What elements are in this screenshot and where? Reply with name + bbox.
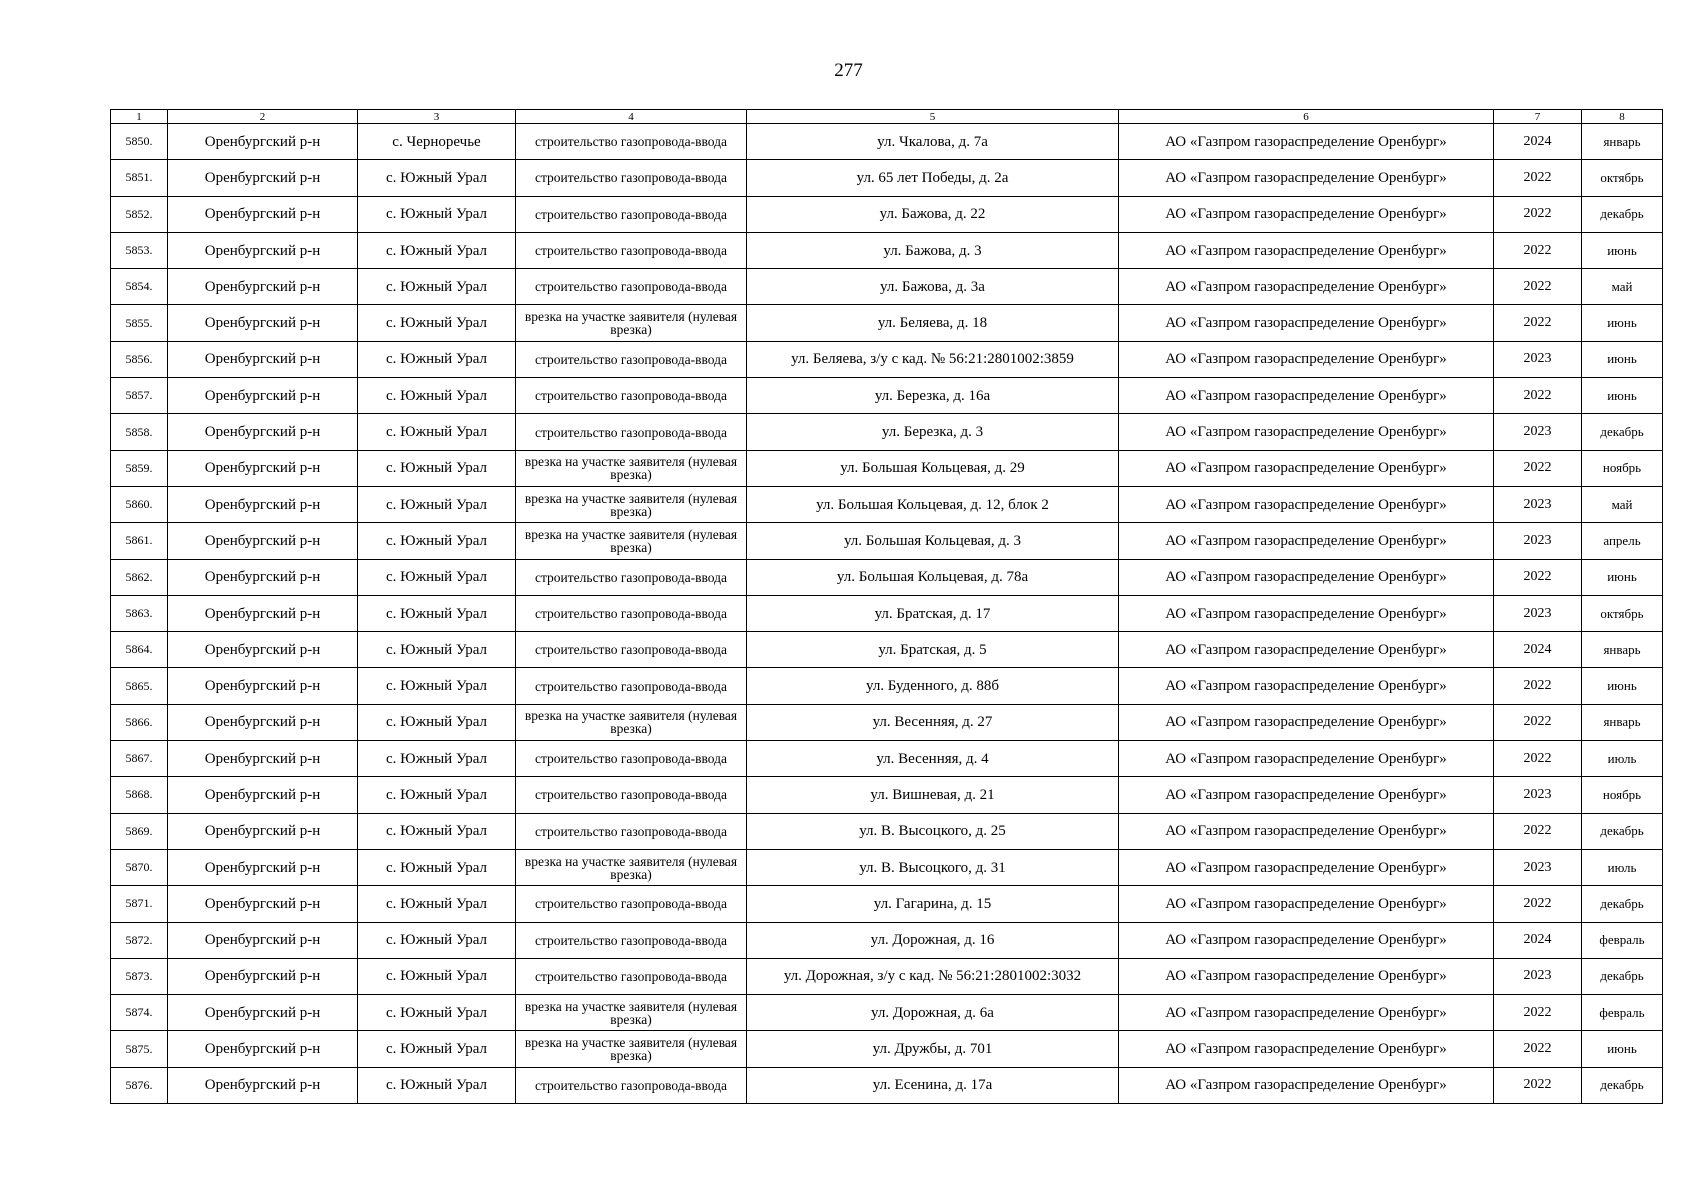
work-type-cell: врезка на участке заявителя (нулевая врезка)	[516, 849, 747, 885]
address-cell: ул. Дорожная, д. 16	[747, 922, 1119, 958]
organization-cell: АО «Газпром газораспределение Оренбург»	[1119, 886, 1494, 922]
district-cell: Оренбургский р-н	[168, 486, 358, 522]
row-number: 5870.	[111, 849, 168, 885]
row-number: 5860.	[111, 486, 168, 522]
work-type-cell: строительство газопровода-ввода	[516, 958, 747, 994]
address-cell: ул. Большая Кольцевая, д. 12, блок 2	[747, 486, 1119, 522]
table-row	[111, 196, 1663, 232]
column-number-header-row	[111, 110, 1663, 124]
row-number: 5850.	[111, 124, 168, 160]
month-cell: декабрь	[1582, 414, 1663, 450]
organization-cell: АО «Газпром газораспределение Оренбург»	[1119, 741, 1494, 777]
year-cell: 2022	[1494, 196, 1582, 232]
organization-cell: АО «Газпром газораспределение Оренбург»	[1119, 1067, 1494, 1103]
address-cell: ул. Братская, д. 5	[747, 632, 1119, 668]
settlement-cell: с. Южный Урал	[358, 886, 516, 922]
address-cell: ул. Есенина, д. 17а	[747, 1067, 1119, 1103]
month-cell: июнь	[1582, 305, 1663, 341]
year-cell: 2023	[1494, 486, 1582, 522]
month-cell: июнь	[1582, 378, 1663, 414]
table-row	[111, 124, 1663, 160]
organization-cell: АО «Газпром газораспределение Оренбург»	[1119, 378, 1494, 414]
address-cell: ул. Братская, д. 17	[747, 595, 1119, 631]
table-row	[111, 450, 1663, 486]
settlement-cell: с. Южный Урал	[358, 196, 516, 232]
table-row	[111, 849, 1663, 885]
table-row	[111, 813, 1663, 849]
column-header: 5	[747, 110, 1119, 124]
settlement-cell: с. Южный Урал	[358, 341, 516, 377]
work-type-cell: строительство газопровода-ввода	[516, 886, 747, 922]
work-type-cell: строительство газопровода-ввода	[516, 196, 747, 232]
work-type-cell: строительство газопровода-ввода	[516, 124, 747, 160]
column-header: 1	[111, 110, 168, 124]
table-row	[111, 523, 1663, 559]
settlement-cell: с. Южный Урал	[358, 741, 516, 777]
settlement-cell: с. Южный Урал	[358, 486, 516, 522]
row-number: 5876.	[111, 1067, 168, 1103]
work-type-cell: строительство газопровода-ввода	[516, 632, 747, 668]
row-number: 5856.	[111, 341, 168, 377]
year-cell: 2022	[1494, 704, 1582, 740]
column-header: 2	[168, 110, 358, 124]
month-cell: декабрь	[1582, 813, 1663, 849]
month-cell: январь	[1582, 632, 1663, 668]
settlement-cell: с. Южный Урал	[358, 995, 516, 1031]
table-row	[111, 1067, 1663, 1103]
district-cell: Оренбургский р-н	[168, 958, 358, 994]
year-cell: 2023	[1494, 341, 1582, 377]
month-cell: июнь	[1582, 1031, 1663, 1067]
address-cell: ул. 65 лет Победы, д. 2а	[747, 160, 1119, 196]
column-header: 4	[516, 110, 747, 124]
organization-cell: АО «Газпром газораспределение Оренбург»	[1119, 813, 1494, 849]
year-cell: 2023	[1494, 523, 1582, 559]
row-number: 5853.	[111, 232, 168, 268]
work-type-cell: врезка на участке заявителя (нулевая врезка)	[516, 450, 747, 486]
settlement-cell: с. Южный Урал	[358, 232, 516, 268]
address-cell: ул. Березка, д. 16а	[747, 378, 1119, 414]
work-type-cell: строительство газопровода-ввода	[516, 341, 747, 377]
organization-cell: АО «Газпром газораспределение Оренбург»	[1119, 995, 1494, 1031]
table-row	[111, 632, 1663, 668]
work-type-cell: врезка на участке заявителя (нулевая врезка)	[516, 1031, 747, 1067]
row-number: 5857.	[111, 378, 168, 414]
table-row	[111, 595, 1663, 631]
address-cell: ул. Дружбы, д. 701	[747, 1031, 1119, 1067]
month-cell: ноябрь	[1582, 450, 1663, 486]
table-row	[111, 668, 1663, 704]
address-cell: ул. Буденного, д. 88б	[747, 668, 1119, 704]
settlement-cell: с. Южный Урал	[358, 559, 516, 595]
district-cell: Оренбургский р-н	[168, 995, 358, 1031]
district-cell: Оренбургский р-н	[168, 160, 358, 196]
organization-cell: АО «Газпром газораспределение Оренбург»	[1119, 486, 1494, 522]
work-type-cell: строительство газопровода-ввода	[516, 813, 747, 849]
address-cell: ул. Дорожная, д. 6а	[747, 995, 1119, 1031]
row-number: 5874.	[111, 995, 168, 1031]
table-row	[111, 414, 1663, 450]
work-type-cell: строительство газопровода-ввода	[516, 559, 747, 595]
page-number: 277	[834, 60, 863, 81]
address-cell: ул. Березка, д. 3	[747, 414, 1119, 450]
district-cell: Оренбургский р-н	[168, 378, 358, 414]
work-type-cell: строительство газопровода-ввода	[516, 777, 747, 813]
settlement-cell: с. Южный Урал	[358, 305, 516, 341]
work-type-cell: врезка на участке заявителя (нулевая врезка)	[516, 305, 747, 341]
district-cell: Оренбургский р-н	[168, 813, 358, 849]
column-header: 8	[1582, 110, 1663, 124]
district-cell: Оренбургский р-н	[168, 269, 358, 305]
work-type-cell: строительство газопровода-ввода	[516, 922, 747, 958]
address-cell: ул. Беляева, з/у с кад. № 56:21:2801002:3859	[747, 341, 1119, 377]
table-row	[111, 486, 1663, 522]
year-cell: 2023	[1494, 414, 1582, 450]
address-cell: ул. Весенняя, д. 27	[747, 704, 1119, 740]
table-body	[111, 124, 1663, 1104]
year-cell: 2022	[1494, 378, 1582, 414]
year-cell: 2022	[1494, 813, 1582, 849]
row-number: 5864.	[111, 632, 168, 668]
settlement-cell: с. Южный Урал	[358, 849, 516, 885]
year-cell: 2023	[1494, 958, 1582, 994]
month-cell: ноябрь	[1582, 777, 1663, 813]
settlement-cell: с. Южный Урал	[358, 668, 516, 704]
district-cell: Оренбургский р-н	[168, 886, 358, 922]
district-cell: Оренбургский р-н	[168, 668, 358, 704]
column-header: 6	[1119, 110, 1494, 124]
district-cell: Оренбургский р-н	[168, 777, 358, 813]
settlement-cell: с. Южный Урал	[358, 922, 516, 958]
month-cell: декабрь	[1582, 886, 1663, 922]
year-cell: 2022	[1494, 559, 1582, 595]
address-cell: ул. Вишневая, д. 21	[747, 777, 1119, 813]
district-cell: Оренбургский р-н	[168, 1067, 358, 1103]
month-cell: декабрь	[1582, 196, 1663, 232]
work-type-cell: строительство газопровода-ввода	[516, 595, 747, 631]
organization-cell: АО «Газпром газораспределение Оренбург»	[1119, 232, 1494, 268]
month-cell: январь	[1582, 124, 1663, 160]
year-cell: 2022	[1494, 668, 1582, 704]
district-cell: Оренбургский р-н	[168, 1031, 358, 1067]
row-number: 5852.	[111, 196, 168, 232]
organization-cell: АО «Газпром газораспределение Оренбург»	[1119, 196, 1494, 232]
work-type-cell: строительство газопровода-ввода	[516, 741, 747, 777]
year-cell: 2023	[1494, 777, 1582, 813]
row-number: 5855.	[111, 305, 168, 341]
year-cell: 2022	[1494, 1067, 1582, 1103]
table-row	[111, 886, 1663, 922]
year-cell: 2023	[1494, 849, 1582, 885]
year-cell: 2024	[1494, 632, 1582, 668]
organization-cell: АО «Газпром газораспределение Оренбург»	[1119, 1031, 1494, 1067]
year-cell: 2024	[1494, 922, 1582, 958]
organization-cell: АО «Газпром газораспределение Оренбург»	[1119, 849, 1494, 885]
table-row	[111, 232, 1663, 268]
year-cell: 2023	[1494, 595, 1582, 631]
settlement-cell: с. Южный Урал	[358, 523, 516, 559]
settlement-cell: с. Южный Урал	[358, 378, 516, 414]
row-number: 5862.	[111, 559, 168, 595]
address-cell: ул. В. Высоцкого, д. 25	[747, 813, 1119, 849]
district-cell: Оренбургский р-н	[168, 450, 358, 486]
address-cell: ул. Бажова, д. 3а	[747, 269, 1119, 305]
year-cell: 2022	[1494, 269, 1582, 305]
table-row	[111, 305, 1663, 341]
district-cell: Оренбургский р-н	[168, 523, 358, 559]
table-row	[111, 922, 1663, 958]
district-cell: Оренбургский р-н	[168, 232, 358, 268]
address-cell: ул. Дорожная, з/у с кад. № 56:21:2801002:3032	[747, 958, 1119, 994]
row-number: 5867.	[111, 741, 168, 777]
organization-cell: АО «Газпром газораспределение Оренбург»	[1119, 559, 1494, 595]
year-cell: 2022	[1494, 450, 1582, 486]
work-type-cell: строительство газопровода-ввода	[516, 378, 747, 414]
month-cell: октябрь	[1582, 595, 1663, 631]
month-cell: июнь	[1582, 559, 1663, 595]
district-cell: Оренбургский р-н	[168, 559, 358, 595]
address-cell: ул. Бажова, д. 22	[747, 196, 1119, 232]
organization-cell: АО «Газпром газораспределение Оренбург»	[1119, 305, 1494, 341]
settlement-cell: с. Южный Урал	[358, 1067, 516, 1103]
row-number: 5866.	[111, 704, 168, 740]
settlement-cell: с. Южный Урал	[358, 704, 516, 740]
district-cell: Оренбургский р-н	[168, 704, 358, 740]
district-cell: Оренбургский р-н	[168, 849, 358, 885]
organization-cell: АО «Газпром газораспределение Оренбург»	[1119, 668, 1494, 704]
table-row	[111, 995, 1663, 1031]
row-number: 5873.	[111, 958, 168, 994]
settlement-cell: с. Южный Урал	[358, 414, 516, 450]
month-cell: апрель	[1582, 523, 1663, 559]
row-number: 5869.	[111, 813, 168, 849]
month-cell: декабрь	[1582, 1067, 1663, 1103]
work-type-cell: строительство газопровода-ввода	[516, 269, 747, 305]
row-number: 5865.	[111, 668, 168, 704]
table-row	[111, 777, 1663, 813]
organization-cell: АО «Газпром газораспределение Оренбург»	[1119, 160, 1494, 196]
month-cell: июнь	[1582, 341, 1663, 377]
table-row	[111, 958, 1663, 994]
row-number: 5861.	[111, 523, 168, 559]
year-cell: 2024	[1494, 124, 1582, 160]
settlement-cell: с. Черноречье	[358, 124, 516, 160]
row-number: 5858.	[111, 414, 168, 450]
district-cell: Оренбургский р-н	[168, 341, 358, 377]
district-cell: Оренбургский р-н	[168, 414, 358, 450]
organization-cell: АО «Газпром газораспределение Оренбург»	[1119, 958, 1494, 994]
table-row	[111, 269, 1663, 305]
work-type-cell: строительство газопровода-ввода	[516, 160, 747, 196]
district-cell: Оренбургский р-н	[168, 632, 358, 668]
year-cell: 2022	[1494, 886, 1582, 922]
year-cell: 2022	[1494, 741, 1582, 777]
address-cell: ул. Большая Кольцевая, д. 78а	[747, 559, 1119, 595]
address-cell: ул. Весенняя, д. 4	[747, 741, 1119, 777]
year-cell: 2022	[1494, 305, 1582, 341]
organization-cell: АО «Газпром газораспределение Оренбург»	[1119, 341, 1494, 377]
year-cell: 2022	[1494, 232, 1582, 268]
settlement-cell: с. Южный Урал	[358, 958, 516, 994]
address-cell: ул. Бажова, д. 3	[747, 232, 1119, 268]
table-row	[111, 559, 1663, 595]
settlement-cell: с. Южный Урал	[358, 160, 516, 196]
organization-cell: АО «Газпром газораспределение Оренбург»	[1119, 124, 1494, 160]
month-cell: май	[1582, 486, 1663, 522]
month-cell: июнь	[1582, 232, 1663, 268]
organization-cell: АО «Газпром газораспределение Оренбург»	[1119, 632, 1494, 668]
year-cell: 2022	[1494, 160, 1582, 196]
work-type-cell: строительство газопровода-ввода	[516, 414, 747, 450]
year-cell: 2022	[1494, 995, 1582, 1031]
month-cell: октябрь	[1582, 160, 1663, 196]
month-cell: февраль	[1582, 995, 1663, 1031]
organization-cell: АО «Газпром газораспределение Оренбург»	[1119, 777, 1494, 813]
gasification-register-table	[110, 109, 1663, 1104]
month-cell: декабрь	[1582, 958, 1663, 994]
settlement-cell: с. Южный Урал	[358, 450, 516, 486]
row-number: 5868.	[111, 777, 168, 813]
district-cell: Оренбургский р-н	[168, 305, 358, 341]
work-type-cell: строительство газопровода-ввода	[516, 668, 747, 704]
row-number: 5851.	[111, 160, 168, 196]
organization-cell: АО «Газпром газораспределение Оренбург»	[1119, 523, 1494, 559]
organization-cell: АО «Газпром газораспределение Оренбург»	[1119, 414, 1494, 450]
year-cell: 2022	[1494, 1031, 1582, 1067]
district-cell: Оренбургский р-н	[168, 196, 358, 232]
address-cell: ул. Чкалова, д. 7а	[747, 124, 1119, 160]
table-row	[111, 341, 1663, 377]
organization-cell: АО «Газпром газораспределение Оренбург»	[1119, 922, 1494, 958]
organization-cell: АО «Газпром газораспределение Оренбург»	[1119, 595, 1494, 631]
district-cell: Оренбургский р-н	[168, 595, 358, 631]
settlement-cell: с. Южный Урал	[358, 777, 516, 813]
month-cell: февраль	[1582, 922, 1663, 958]
settlement-cell: с. Южный Урал	[358, 632, 516, 668]
table-row	[111, 160, 1663, 196]
row-number: 5854.	[111, 269, 168, 305]
row-number: 5871.	[111, 886, 168, 922]
table-row	[111, 704, 1663, 740]
work-type-cell: врезка на участке заявителя (нулевая врезка)	[516, 523, 747, 559]
row-number: 5859.	[111, 450, 168, 486]
settlement-cell: с. Южный Урал	[358, 813, 516, 849]
address-cell: ул. В. Высоцкого, д. 31	[747, 849, 1119, 885]
settlement-cell: с. Южный Урал	[358, 269, 516, 305]
address-cell: ул. Беляева, д. 18	[747, 305, 1119, 341]
month-cell: январь	[1582, 704, 1663, 740]
work-type-cell: врезка на участке заявителя (нулевая врезка)	[516, 486, 747, 522]
address-cell: ул. Большая Кольцевая, д. 29	[747, 450, 1119, 486]
work-type-cell: врезка на участке заявителя (нулевая врезка)	[516, 704, 747, 740]
row-number: 5875.	[111, 1031, 168, 1067]
work-type-cell: строительство газопровода-ввода	[516, 232, 747, 268]
organization-cell: АО «Газпром газораспределение Оренбург»	[1119, 704, 1494, 740]
row-number: 5863.	[111, 595, 168, 631]
table-row	[111, 1031, 1663, 1067]
column-header: 3	[358, 110, 516, 124]
address-cell: ул. Большая Кольцевая, д. 3	[747, 523, 1119, 559]
district-cell: Оренбургский р-н	[168, 922, 358, 958]
district-cell: Оренбургский р-н	[168, 741, 358, 777]
table-row	[111, 378, 1663, 414]
month-cell: июль	[1582, 849, 1663, 885]
month-cell: июнь	[1582, 668, 1663, 704]
settlement-cell: с. Южный Урал	[358, 1031, 516, 1067]
column-header: 7	[1494, 110, 1582, 124]
organization-cell: АО «Газпром газораспределение Оренбург»	[1119, 269, 1494, 305]
address-cell: ул. Гагарина, д. 15	[747, 886, 1119, 922]
work-type-cell: врезка на участке заявителя (нулевая врезка)	[516, 995, 747, 1031]
work-type-cell: строительство газопровода-ввода	[516, 1067, 747, 1103]
month-cell: июль	[1582, 741, 1663, 777]
row-number: 5872.	[111, 922, 168, 958]
settlement-cell: с. Южный Урал	[358, 595, 516, 631]
district-cell: Оренбургский р-н	[168, 124, 358, 160]
month-cell: май	[1582, 269, 1663, 305]
organization-cell: АО «Газпром газораспределение Оренбург»	[1119, 450, 1494, 486]
table-row	[111, 741, 1663, 777]
